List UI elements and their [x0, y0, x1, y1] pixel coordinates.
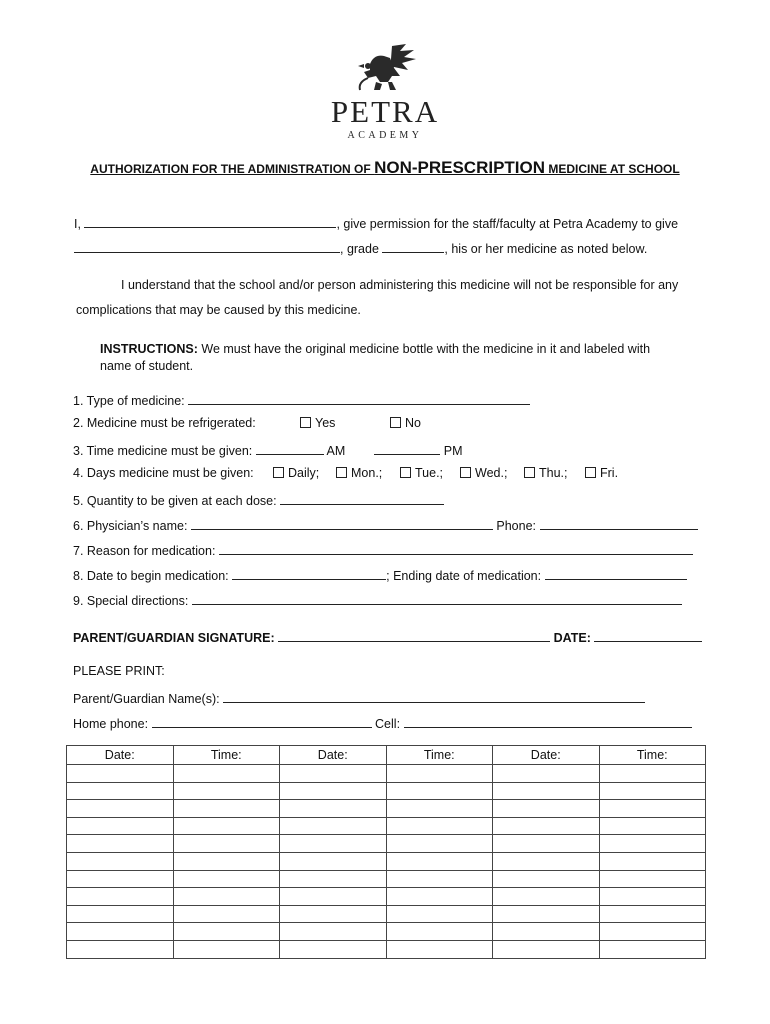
instructions-text-1: We must have the original medicine bottle with the medicine in it and labeled with: [197, 342, 651, 356]
phone-label: Phone:: [496, 519, 537, 533]
table-cell[interactable]: [386, 888, 493, 906]
table-cell[interactable]: [67, 852, 174, 870]
table-cell[interactable]: [173, 940, 280, 958]
table-cell[interactable]: [493, 905, 600, 923]
table-cell[interactable]: [280, 852, 387, 870]
table-cell[interactable]: [493, 923, 600, 941]
table-cell[interactable]: [280, 905, 387, 923]
table-cell[interactable]: [493, 835, 600, 853]
option-label: No: [405, 416, 421, 430]
table-cell[interactable]: [67, 817, 174, 835]
petra-academy-logo: [300, 42, 470, 141]
ending-label: ; Ending date of medication:: [386, 569, 542, 583]
table-cell[interactable]: [280, 870, 387, 888]
checkbox[interactable]: [390, 417, 401, 428]
table-cell[interactable]: [599, 870, 706, 888]
signature-blank[interactable]: [278, 628, 550, 642]
checkbox[interactable]: [273, 467, 284, 478]
table-cell[interactable]: [173, 800, 280, 818]
option-label: Fri.: [600, 466, 619, 480]
home-phone-label: Home phone:: [73, 717, 149, 731]
table-cell[interactable]: [386, 765, 493, 783]
table-cell[interactable]: [67, 835, 174, 853]
instructions-label: INSTRUCTIONS:: [100, 342, 198, 356]
permission-line-2: [74, 239, 647, 256]
option-label: Yes: [315, 416, 336, 430]
table-cell[interactable]: [493, 852, 600, 870]
table-cell[interactable]: [599, 923, 706, 941]
column-header: Date:: [280, 746, 387, 765]
guardian-names-blank[interactable]: [223, 689, 645, 703]
table-cell[interactable]: [173, 905, 280, 923]
table-row: [67, 905, 706, 923]
home-phone-blank[interactable]: [152, 714, 372, 728]
field-label: 2. Medicine must be refrigerated:: [73, 416, 256, 430]
am-label: AM: [326, 444, 346, 458]
day-thu-option[interactable]: [524, 466, 568, 480]
table-cell[interactable]: [280, 800, 387, 818]
table-cell[interactable]: [599, 852, 706, 870]
table-cell[interactable]: [386, 817, 493, 835]
table-row: [67, 852, 706, 870]
permission-line2-suffix: , his or her medicine as noted below.: [444, 242, 648, 256]
table-cell[interactable]: [67, 940, 174, 958]
quantity-blank[interactable]: [280, 491, 444, 505]
understand-line-1: I understand that the school and/or person administering this medicine will not be responsible for any: [121, 278, 679, 292]
table-cell[interactable]: [280, 888, 387, 906]
table-cell[interactable]: [599, 817, 706, 835]
table-row: [67, 817, 706, 835]
table-row: [67, 888, 706, 906]
field-refrigerated: [73, 416, 256, 430]
table-cell[interactable]: [493, 765, 600, 783]
table-cell[interactable]: [173, 782, 280, 800]
student-name-blank[interactable]: [74, 239, 340, 253]
day-wed-option[interactable]: [460, 466, 507, 480]
table-cell[interactable]: [173, 923, 280, 941]
signature-label: PARENT/GUARDIAN SIGNATURE:: [73, 631, 275, 645]
table-row: [67, 800, 706, 818]
title-pre: AUTHORIZATION FOR THE ADMINISTRATION OF: [90, 162, 375, 176]
table-row: [67, 765, 706, 783]
understand-line-2: complications that may be caused by this medicine.: [76, 303, 361, 317]
table-cell[interactable]: [599, 782, 706, 800]
table-cell[interactable]: [386, 923, 493, 941]
table-cell[interactable]: [67, 765, 174, 783]
table-cell[interactable]: [67, 870, 174, 888]
field-physician: [73, 516, 698, 533]
field-label: 7. Reason for medication:: [73, 544, 216, 558]
table-row: [67, 835, 706, 853]
grade-blank[interactable]: [382, 239, 444, 253]
field-label: 8. Date to begin medication:: [73, 569, 229, 583]
table-cell[interactable]: [67, 888, 174, 906]
table-row: [67, 870, 706, 888]
title-emphasis: NON-PRESCRIPTION: [374, 158, 546, 177]
table-cell[interactable]: [386, 940, 493, 958]
table-cell[interactable]: [386, 905, 493, 923]
instructions-line-2: name of student.: [100, 359, 194, 373]
signature-row: [73, 628, 702, 645]
option-label: Thu.;: [539, 466, 568, 480]
table-cell[interactable]: [173, 888, 280, 906]
physician-name-blank[interactable]: [191, 516, 493, 530]
day-mon-option[interactable]: [336, 466, 382, 480]
option-label: Wed.;: [475, 466, 508, 480]
day-daily-option[interactable]: [273, 466, 319, 480]
type-of-medicine-blank[interactable]: [188, 391, 530, 405]
table-cell[interactable]: [67, 800, 174, 818]
refrigerated-no-option[interactable]: [390, 416, 421, 430]
pm-label: PM: [443, 444, 463, 458]
option-label: Daily;: [288, 466, 320, 480]
special-directions-blank[interactable]: [192, 591, 682, 605]
title-post: MEDICINE AT SCHOOL: [545, 162, 680, 176]
field-label: Parent/Guardian Name(s):: [73, 692, 220, 706]
form-title: [0, 158, 770, 178]
table-cell[interactable]: [280, 765, 387, 783]
column-header: Time:: [599, 746, 706, 765]
logo-subtitle: ACADEMY: [347, 130, 423, 141]
table-row: [67, 940, 706, 958]
column-header: Time:: [173, 746, 280, 765]
option-label: Mon.;: [351, 466, 383, 480]
column-header: Date:: [493, 746, 600, 765]
field-phones: [73, 714, 692, 731]
field-label: 4. Days medicine must be given:: [73, 466, 254, 480]
table-cell[interactable]: [280, 940, 387, 958]
table-cell[interactable]: [173, 870, 280, 888]
griffin-emblem-icon: [330, 42, 440, 94]
table-cell[interactable]: [493, 870, 600, 888]
administration-log-table: [66, 745, 706, 959]
table-cell[interactable]: [493, 782, 600, 800]
table-cell[interactable]: [493, 817, 600, 835]
table-cell[interactable]: [599, 888, 706, 906]
table-row: [67, 782, 706, 800]
field-reason: [73, 541, 693, 558]
table-cell[interactable]: [280, 817, 387, 835]
table-cell[interactable]: [599, 835, 706, 853]
table-row: [67, 923, 706, 941]
checkbox[interactable]: [524, 467, 535, 478]
grade-label: , grade: [340, 242, 379, 256]
checkbox[interactable]: [585, 467, 596, 478]
ending-date-blank[interactable]: [545, 566, 687, 580]
parent-name-blank[interactable]: [84, 214, 336, 228]
signature-date-blank[interactable]: [594, 628, 702, 642]
table-cell[interactable]: [493, 940, 600, 958]
option-label: Tue.;: [415, 466, 444, 480]
column-header: Date:: [67, 746, 174, 765]
field-quantity: [73, 491, 444, 508]
field-special: [73, 591, 682, 608]
please-print-heading: PLEASE PRINT:: [73, 664, 165, 678]
field-label: 6. Physician’s name:: [73, 519, 188, 533]
table-cell[interactable]: [386, 852, 493, 870]
table-cell[interactable]: [599, 940, 706, 958]
table-cell[interactable]: [67, 782, 174, 800]
table-cell[interactable]: [386, 782, 493, 800]
pm-time-blank[interactable]: [374, 441, 440, 455]
table-cell[interactable]: [493, 888, 600, 906]
table-cell[interactable]: [599, 800, 706, 818]
instructions-line-1: [100, 342, 650, 356]
day-tue-option[interactable]: [400, 466, 443, 480]
field-label: 9. Special directions:: [73, 594, 189, 608]
field-dates: [73, 566, 687, 583]
refrigerated-yes-option[interactable]: [300, 416, 335, 430]
table-cell[interactable]: [280, 782, 387, 800]
field-guardian-names: [73, 689, 645, 706]
permission-prefix: I,: [74, 217, 81, 231]
am-time-blank[interactable]: [256, 441, 324, 455]
table-cell[interactable]: [386, 870, 493, 888]
checkbox[interactable]: [336, 467, 347, 478]
checkbox[interactable]: [400, 467, 411, 478]
physician-phone-blank[interactable]: [540, 516, 698, 530]
column-header: Time:: [386, 746, 493, 765]
field-label: 1. Type of medicine:: [73, 394, 185, 408]
table-cell[interactable]: [67, 905, 174, 923]
signature-date-label: DATE:: [553, 631, 591, 645]
permission-line1-suffix: , give permission for the staff/faculty at Petra Academy to give: [336, 217, 679, 231]
checkbox[interactable]: [460, 467, 471, 478]
checkbox[interactable]: [300, 417, 311, 428]
field-time-given: [73, 441, 462, 458]
reason-blank[interactable]: [219, 541, 693, 555]
table-cell[interactable]: [173, 835, 280, 853]
table-cell[interactable]: [173, 852, 280, 870]
field-type-of-medicine: [73, 391, 530, 408]
field-days-given: [73, 466, 254, 480]
table-cell[interactable]: [280, 835, 387, 853]
begin-date-blank[interactable]: [232, 566, 386, 580]
day-fri-option[interactable]: [585, 466, 618, 480]
table-cell[interactable]: [493, 800, 600, 818]
cell-label: Cell:: [375, 717, 401, 731]
cell-phone-blank[interactable]: [404, 714, 692, 728]
table-cell[interactable]: [386, 800, 493, 818]
table-cell[interactable]: [386, 835, 493, 853]
table-cell[interactable]: [599, 765, 706, 783]
table-cell[interactable]: [173, 817, 280, 835]
table-cell[interactable]: [173, 765, 280, 783]
logo-name: PETRA: [330, 94, 440, 129]
table-cell[interactable]: [67, 923, 174, 941]
table-header-row: [67, 746, 706, 765]
field-label: 3. Time medicine must be given:: [73, 444, 253, 458]
permission-line-1: [74, 214, 678, 231]
table-cell[interactable]: [280, 923, 387, 941]
table-cell[interactable]: [599, 905, 706, 923]
field-label: 5. Quantity to be given at each dose:: [73, 494, 277, 508]
